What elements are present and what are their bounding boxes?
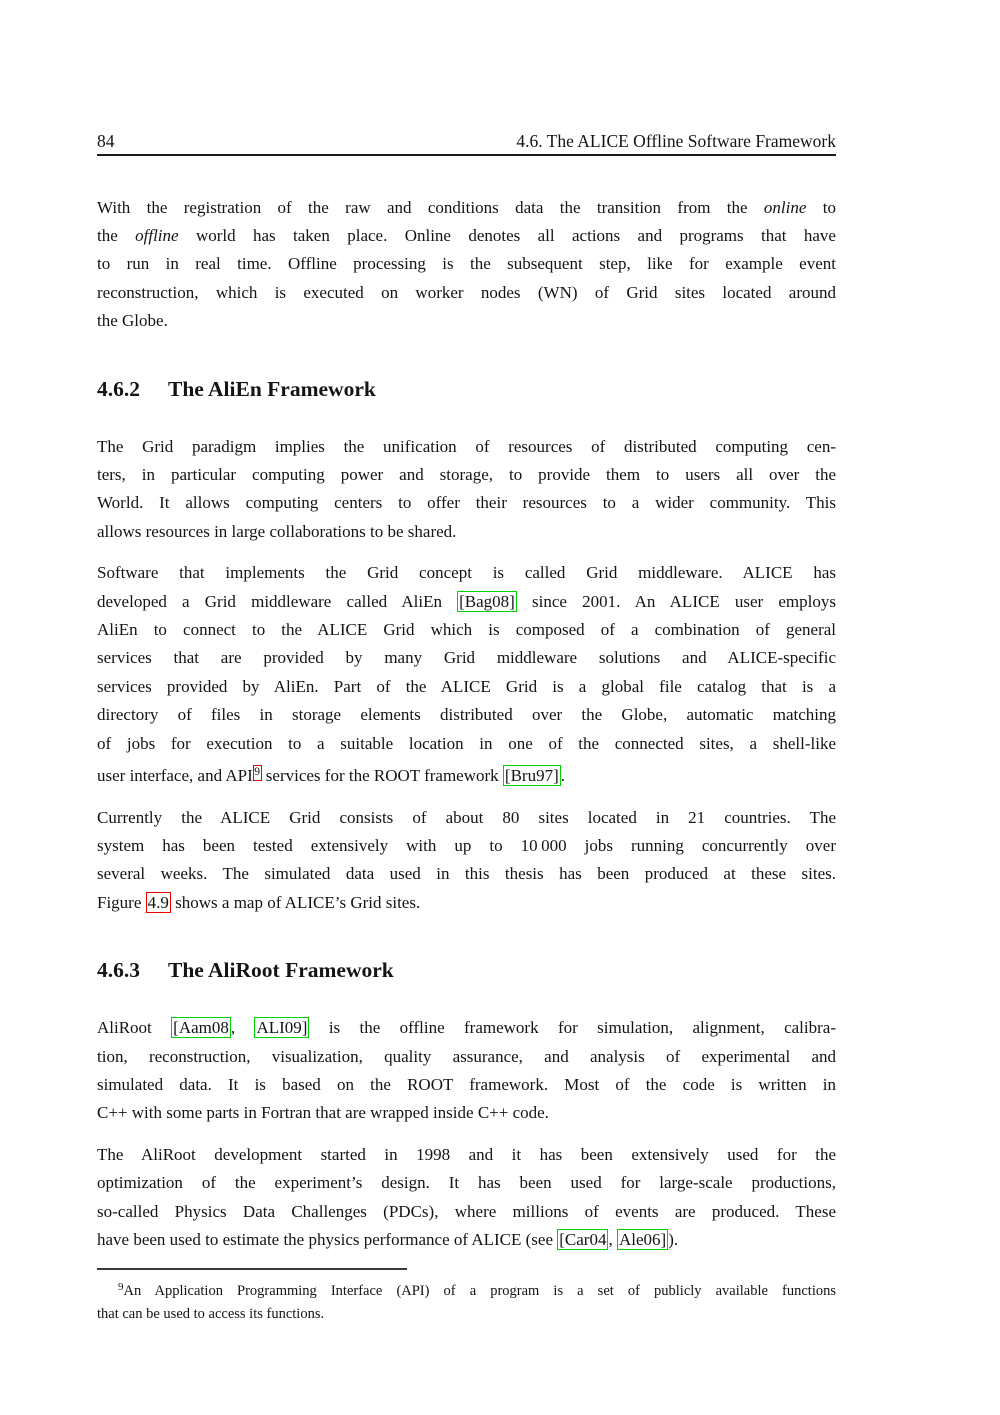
text-segment: AliRoot [97,1018,172,1038]
text-line [97,222,836,250]
text-segment: developed a Grid middleware called AliEn [97,591,458,611]
text-line [97,433,836,461]
section-number: 4.6.3 [97,958,140,983]
text-line [97,644,836,672]
section-number: 4.6.2 [97,376,140,401]
text-line [97,1014,836,1042]
text-segment: world has taken place. Online denotes all actions and programs that have [178,226,836,245]
text-segment: ters, in particular computing power and storage, to provide them to users all over the [97,465,836,485]
text-line [97,250,836,278]
text-segment: Figure [97,892,146,912]
paragraph [97,433,836,547]
citation-link[interactable]: [Car04 [559,1229,607,1249]
citation-link[interactable]: [Bag08] [459,591,515,611]
document-body [97,194,836,1255]
header-rule [97,154,836,156]
text-segment: , [230,1018,255,1038]
text-line [97,489,836,517]
text-segment: so-called Physics Data Challenges (PDCs), where millions of events are produced. These [97,1201,836,1221]
text-segment: services provided by AliEn. Part of the ALICE Grid is a global file catalog that is a [97,676,836,696]
text-line [97,1141,836,1169]
text-segment: , [608,1229,617,1249]
text-line [97,559,836,587]
text-line [97,588,836,616]
text-segment: have been used to estimate the physics performance of ALICE (see [97,1229,558,1249]
text-line [97,673,836,701]
paragraph [97,559,836,790]
text-segment: several weeks. The simulated data used in this thesis has been produced at these sites. [97,864,836,884]
text-line [97,701,836,729]
text-segment: is the offline framework for simulation, alignment, calibra- [309,1018,836,1038]
emphasized-text: offline [135,226,179,245]
text-segment: shows a map of ALICE’s Grid sites. [170,892,421,912]
footnote-block [97,1268,836,1325]
citation-link[interactable]: ALI09] [256,1018,308,1038]
page-number: 84 [97,131,115,151]
footnote [97,1276,836,1326]
text-line [97,279,836,307]
text-segment: The AliRoot development started in 1998 and it has been extensively used for the [97,1144,836,1164]
text-line [97,1276,836,1303]
text-line [97,1226,836,1254]
text-segment: ). [668,1229,679,1249]
text-segment: system has been tested extensively with up to 10 000 jobs running concurrently over [97,835,836,855]
text-line [97,758,836,790]
citation-link[interactable]: Ale06] [618,1229,667,1249]
text-segment: An Application Programming Interface (API) of a program is a set of publicly available functions [123,1282,836,1299]
paragraph [97,1014,836,1128]
text-segment: With the registration of the raw and conditions data the transition from the [97,197,764,217]
text-line [97,461,836,489]
footnote-rule [97,1268,407,1269]
text-segment: The Grid paradigm implies the unification of resources of distributed computing cen- [97,436,836,456]
section-title: The AliEn Framework [168,376,376,401]
text-line [97,194,836,222]
text-segment: AliEn to connect to the ALICE Grid which is composed of a combination of general [97,620,836,640]
text-segment: optimization of the experiment’s design. It has been used for large-scale productions, [97,1173,836,1193]
text-line [97,1043,836,1071]
text-segment: that can be used to access its functions. [97,1305,325,1322]
figure-ref-link[interactable]: 4.9 [147,892,169,912]
text-segment: the Globe. [97,311,168,331]
text-segment: C++ with some parts in Fortran that are wrapped inside C++ code. [97,1103,549,1123]
footnote-ref-link[interactable]: 9 [253,765,262,781]
paragraph [97,804,836,918]
text-segment: tion, reconstruction, visualization, quality assurance, and analysis of experimental and [97,1046,836,1066]
running-header [97,131,836,151]
text-line [97,1198,836,1226]
text-segment: since 2001. An ALICE user employs [516,591,836,611]
text-segment: services that are provided by many Grid middleware solutions and ALICE-specific [97,648,836,668]
text-line [97,1099,836,1127]
text-line [97,616,836,644]
text-segment: allows resources in large collaborations to be shared. [97,521,457,541]
paragraph [97,1141,836,1255]
section-heading [97,957,836,983]
text-segment: . [560,766,565,786]
text-segment: Currently the ALICE Grid consists of about 80 sites located in 21 countries. The [97,807,836,827]
section-heading [97,376,836,402]
text-line [97,804,836,832]
text-segment: to run in real time. Offline processing is the subsequent step, like for example event [97,254,836,274]
text-line [97,860,836,888]
text-segment: directory of files in storage elements distributed over the Globe, automatic matching [97,705,836,725]
text-line [97,307,836,335]
text-segment: of jobs for execution to a suitable location in one of the connected sites, a shell-like [97,733,836,753]
text-line [97,1071,836,1099]
running-title: 4.6. The ALICE Offline Software Framework [516,131,836,151]
text-segment: World. It allows computing centers to offer their resources to a wider community. This [97,493,836,513]
emphasized-text: online [763,197,807,217]
section-title: The AliRoot Framework [168,958,394,983]
text-segment: the [97,226,136,245]
paragraph [97,194,836,336]
text-line [97,1303,836,1326]
citation-link[interactable]: [Bru97] [504,766,559,786]
footnote-marker: 9 [118,1280,124,1293]
text-line [97,1169,836,1197]
text-segment: user interface, and API [97,766,253,786]
text-line [97,832,836,860]
text-segment: services for the ROOT framework [261,766,503,786]
text-segment: Software that implements the Grid concept is called Grid middleware. ALICE has [97,563,836,583]
text-line [97,730,836,758]
text-line [97,889,836,917]
text-segment: reconstruction, which is executed on worker nodes (WN) of Grid sites located around [97,282,836,302]
text-segment: simulated data. It is based on the ROOT framework. Most of the code is written in [97,1074,836,1094]
text-line [97,518,836,546]
text-segment: to [806,197,836,217]
citation-link[interactable]: [Aam08 [173,1018,229,1038]
